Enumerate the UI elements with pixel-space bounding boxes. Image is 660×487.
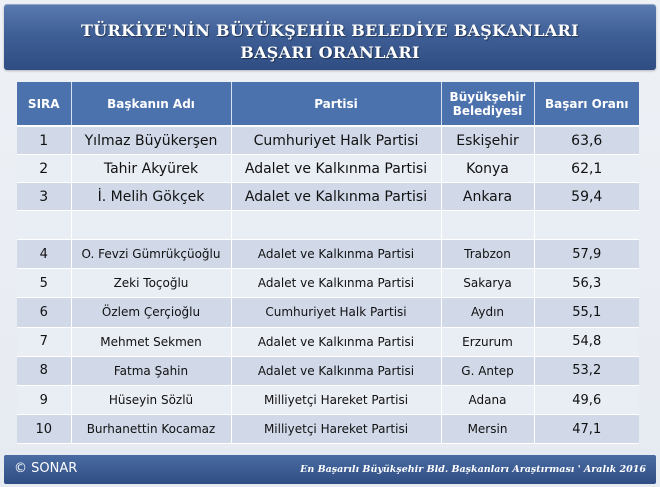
cell-rate: 49,6 — [534, 385, 639, 414]
cell-city: Sakarya — [441, 269, 534, 298]
blank-cell — [71, 211, 231, 240]
table-row — [17, 183, 639, 211]
cell-rate: 63,6 — [534, 126, 639, 155]
cell-rate: 54,8 — [534, 327, 639, 356]
cell-rank: 5 — [17, 269, 71, 298]
cell-name: Hüseyin Sözlü — [71, 385, 231, 414]
cell-rate: 57,9 — [534, 240, 639, 269]
table-row — [17, 126, 639, 155]
cell-name: Mehmet Sekmen — [71, 327, 231, 356]
cell-city: Trabzon — [441, 240, 534, 269]
cell-name: İ. Melih Gökçek — [71, 183, 231, 211]
cell-rank: 2 — [17, 155, 71, 183]
cell-rate: 55,1 — [534, 298, 639, 327]
cell-city: Konya — [441, 155, 534, 183]
cell-party: Cumhuriyet Halk Partisi — [231, 298, 441, 327]
title-banner — [4, 4, 656, 70]
table-row — [17, 155, 639, 183]
col-header-rate: Başarı Oranı — [534, 82, 639, 126]
cell-name: Fatma Şahin — [71, 356, 231, 385]
cell-name: Tahir Akyürek — [71, 155, 231, 183]
title-line-1: TÜRKİYE'NİN BÜYÜKŞEHİR BELEDİYE BAŞKANLARI — [81, 21, 579, 40]
source-note: En Başarılı Büyükşehir Bld. Başkanları Araştırması ' Aralık 2016 — [300, 464, 646, 475]
blank-cell — [441, 211, 534, 240]
cell-party: Adalet ve Kalkınma Partisi — [231, 356, 441, 385]
title-line-2: BAŞARI ORANLARI — [240, 43, 420, 62]
separator-row — [17, 211, 639, 240]
cell-city: Ankara — [441, 183, 534, 211]
copyright-text: © SONAR — [14, 461, 78, 476]
cell-rate: 59,4 — [534, 183, 639, 211]
col-header-city: Büyükşehir Belediyesi — [441, 82, 534, 126]
cell-party: Adalet ve Kalkınma Partisi — [231, 155, 441, 183]
cell-name: Özlem Çerçioğlu — [71, 298, 231, 327]
cell-rank: 7 — [17, 327, 71, 356]
col-header-name: Başkanın Adı — [71, 82, 231, 126]
blank-cell — [17, 211, 71, 240]
blank-cell — [231, 211, 441, 240]
cell-party: Milliyetçi Hareket Partisi — [231, 385, 441, 414]
cell-party: Adalet ve Kalkınma Partisi — [231, 240, 441, 269]
cell-city: Aydın — [441, 298, 534, 327]
cell-rank: 3 — [17, 183, 71, 211]
cell-name: Yılmaz Büyükerşen — [71, 126, 231, 155]
table-row — [17, 385, 639, 414]
col-header-rank: SIRA — [17, 82, 71, 126]
cell-rank: 9 — [17, 385, 71, 414]
col-header-party: Partisi — [231, 82, 441, 126]
cell-party: Adalet ve Kalkınma Partisi — [231, 269, 441, 298]
table-row — [17, 298, 639, 327]
cell-name: O. Fevzi Gümrükçüoğlu — [71, 240, 231, 269]
ranking-table — [17, 82, 639, 444]
footer-bar — [4, 455, 656, 484]
cell-party: Adalet ve Kalkınma Partisi — [231, 327, 441, 356]
cell-rate: 47,1 — [534, 415, 639, 444]
table-row — [17, 240, 639, 269]
cell-rate: 56,3 — [534, 269, 639, 298]
cell-rank: 4 — [17, 240, 71, 269]
cell-rank: 6 — [17, 298, 71, 327]
cell-name: Burhanettin Kocamaz — [71, 415, 231, 444]
table-row — [17, 356, 639, 385]
cell-party: Adalet ve Kalkınma Partisi — [231, 183, 441, 211]
table-header-row — [17, 82, 639, 126]
cell-city: Erzurum — [441, 327, 534, 356]
cell-rank: 8 — [17, 356, 71, 385]
cell-party: Milliyetçi Hareket Partisi — [231, 415, 441, 444]
cell-city: Eskişehir — [441, 126, 534, 155]
cell-rate: 62,1 — [534, 155, 639, 183]
cell-city: Mersin — [441, 415, 534, 444]
cell-city: G. Antep — [441, 356, 534, 385]
blank-cell — [534, 211, 639, 240]
cell-rank: 10 — [17, 415, 71, 444]
table-row — [17, 327, 639, 356]
table-row — [17, 415, 639, 444]
cell-party: Cumhuriyet Halk Partisi — [231, 126, 441, 155]
cell-rate: 53,2 — [534, 356, 639, 385]
cell-city: Adana — [441, 385, 534, 414]
cell-rank: 1 — [17, 126, 71, 155]
table-row — [17, 269, 639, 298]
cell-name: Zeki Toçoğlu — [71, 269, 231, 298]
